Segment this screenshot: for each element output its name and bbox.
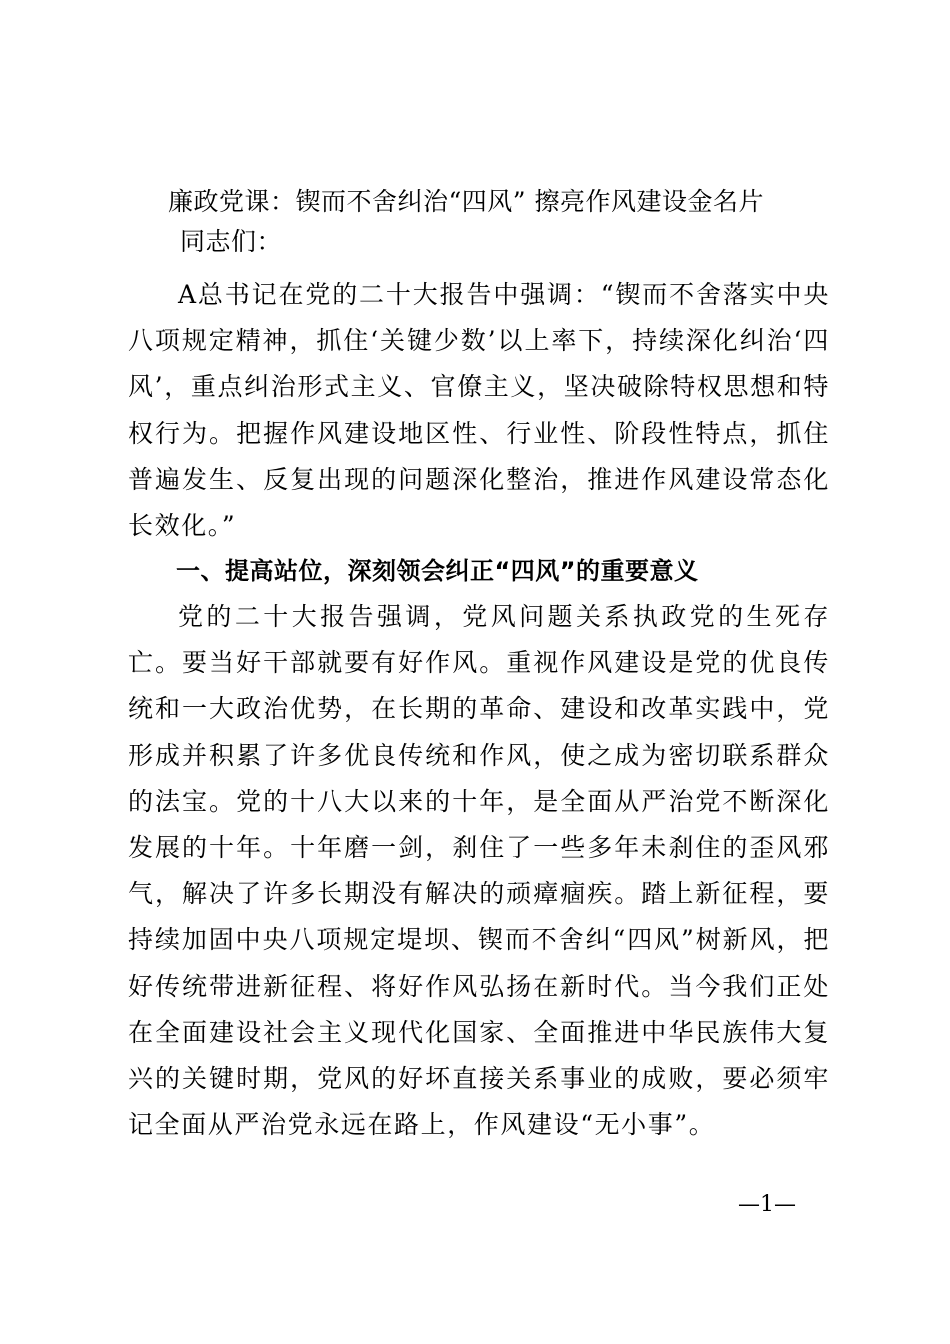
document-title: 廉政党课：锲而不舍纠治“四风” 擦亮作风建设金名片 xyxy=(168,187,765,216)
section-heading: 一、提高站位，深刻领会纠正“四风”的重要意义 xyxy=(176,557,699,585)
section-paragraph: 党的二十大报告强调，党风问题关系执政党的生死存亡。要当好干部就要有好作风。重视作风建设是党的优良传统和一大政治优势，在长期的革命、建设和改革实践中，党形成并积累了许多优良传统和作风，使之成为密切联系群众的法宝。党的十八大以来的十年，是全面从严治党不断深化发展的十年。十年磨一剑，刹住了一些多年未刹住的歪风邪气，解决了许多长期没有解决的顽瘴痼疾。踏上新征程，要持续加固中央八项规定堤坝、锲而不舍纠“四风”树新风，把好传统带进新征程、将好作风弘扬在新时代。当今我们正处在全面建设社会主义现代化国家、全面推进中华民族伟大复兴的关键时期，党风的好坏直接关系事业的成败，要必须牢记全面从严治党永远在路上，作风建设“无小事”。 xyxy=(128,602,830,1140)
intro-paragraph: A总书记在党的二十大报告中强调：“锲而不舍落实中央八项规定精神，抓住‘关键少数’以上率下，持续深化纠治‘四风’，重点纠治形式主义、官僚主义，坚决破除特权思想和特权行为。把握作风建设地区性、行业性、阶段性特点，抓住普遍发生、反复出现的问题深化整治，推进作风建设常态化长效化。” xyxy=(128,280,830,541)
page-number: —1— xyxy=(738,1192,796,1217)
salutation: 同志们： xyxy=(180,227,283,256)
